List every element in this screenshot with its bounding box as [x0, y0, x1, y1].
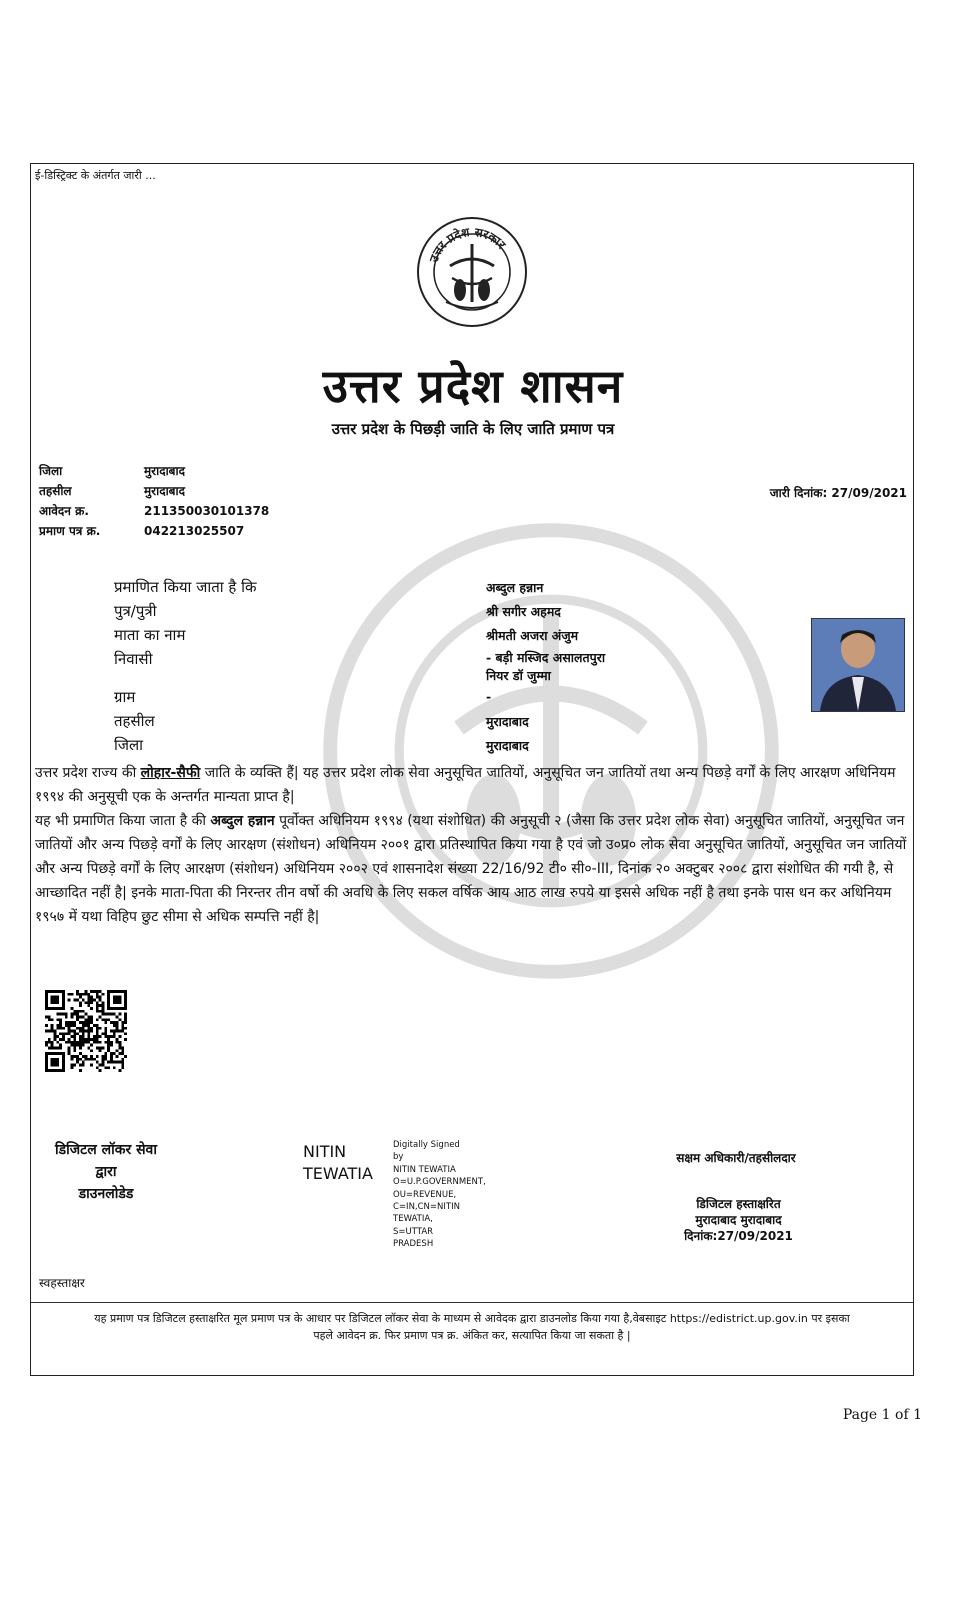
- digital-signature-details: Digitally Signed by NITIN TEWATIA O=U.P.GOVERNMENT, OU=REVENUE, C=IN,CN=NITIN TEWATIA, S=UTTAR PRADESH: [393, 1140, 486, 1250]
- certificate-frame: [30, 163, 914, 1376]
- detail-value-address: - बड़ी मस्जिद असालतपुरा: [486, 650, 606, 665]
- up-govt-emblem-icon: [416, 216, 528, 328]
- caste-name: लोहार-सैफी: [140, 765, 201, 781]
- issue-date: जारी दिनांक: 27/09/2021: [769, 486, 907, 500]
- detail-value-tehsil: मुरादाबाद: [486, 714, 529, 729]
- detail-label: माता का नाम: [114, 626, 186, 644]
- detail-value-district: मुरादाबाद: [486, 738, 529, 753]
- detail-value-address-line2: नियर डॉ जुम्मा: [486, 668, 551, 683]
- meta-application-no: आवेदन क्र. 211350030101378: [39, 504, 270, 518]
- issued-note: ई-डिस्ट्रिक्ट के अंतर्गत जारी ...: [35, 169, 156, 182]
- detail-value-father: श्री सगीर अहमद: [486, 604, 561, 619]
- emblem-text: उत्तर प्रदेश सरकार: [426, 224, 509, 265]
- government-title: उत्तर प्रदेश शासन: [322, 359, 624, 413]
- detail-label: पुत्र/पुत्री: [114, 602, 157, 620]
- certificate-subtitle: उत्तर प्रदेश के पिछड़ी जाति के लिए जाति प्रमाण पत्र: [331, 420, 615, 438]
- applicant-photo: [811, 618, 905, 712]
- meta-tehsil: तहसील मुरादाबाद: [39, 484, 186, 498]
- detail-value-village: -: [486, 689, 492, 704]
- detail-value-mother: श्रीमती अजरा अंजुम: [486, 628, 579, 643]
- applicant-name: अब्दुल हन्नान: [210, 813, 275, 829]
- caste-paragraph: उत्तर प्रदेश राज्य की लोहार-सैफी जाति के व्यक्ति हैं| यह उत्तर प्रदेश लोक सेवा अनुसूचित जातियों, अनुसूचित जन जातियों तथा अन्य पिछड़े वर्गों के लिए आरक्षण अधिनियम १९९४ की अनुसूची एक के अन्तर्गत मान्यता प्राप्त है|: [35, 765, 896, 805]
- detail-label: निवासी: [114, 650, 153, 668]
- verification-footnote: यह प्रमाण पत्र डिजिटल हस्ताक्षरित मूल प्रमाण पत्र के आधार पर डिजिटल लॉकर सेवा के माध्यम से आवेदक द्वारा डाउनलोड किया गया है,वेबसाइट https://edistrict.up.gov.in पर इसका पहले आवेदन क्र. फिर प्रमाण पत्र क्र. अंकित कर, सत्यापित किया जा सकता है |: [94, 1312, 850, 1342]
- signer-name: NITIN TEWATIA: [303, 1142, 373, 1183]
- footer-divider: [31, 1302, 913, 1303]
- self-signature-label: स्वहस्ताक्षर: [39, 1276, 85, 1290]
- page-number: Page 1 of 1: [842, 1407, 922, 1423]
- detail-label: ग्राम: [114, 688, 136, 706]
- qr-code-icon: [45, 990, 127, 1072]
- digital-signature-block: डिजिटल हस्ताक्षरित मुरादाबाद मुरादाबाद दिनांक:27/09/2021: [684, 1197, 793, 1243]
- detail-value-name: अब्दुल हन्नान: [486, 580, 544, 595]
- digilocker-note: डिजिटल लॉकर सेवा द्वारा डाउनलोडेड: [55, 1142, 157, 1202]
- meta-district: जिला मुरादाबाद: [39, 464, 186, 478]
- detail-label: प्रमाणित किया जाता है कि: [114, 578, 257, 596]
- detail-label: जिला: [114, 736, 144, 754]
- meta-certificate-no: प्रमाण पत्र क्र. 042213025507: [39, 524, 245, 538]
- competent-authority: सक्षम अधिकारी/तहसीलदार: [676, 1151, 796, 1165]
- certification-paragraph: यह भी प्रमाणित किया जाता है की अब्दुल हन्नान पूर्वोक्त अधिनियम १९९४ (यथा संशोधित) की अनुसूची २ (जैसा कि उत्तर प्रदेश लोक सेवा) अनुसूचित जातियों, अनुसूचित जन जातियों और अन्य पिछड़े वर्गों के लिए आरक्षण (संशोधन) अधिनियम २००१ द्वारा प्रतिस्थापित किया गया है एवं जो उ०प्र० लोक सेवा अनुसूचित जातियों, अनुसूचित जन जातियों और अन्य पिछड़े वर्गों के लिए आरक्षण (संशोधन) अधिनियम २००२ एवं शासनादेश संख्या 22/16/92 टी० सी०-III, दिनांक २० अक्टुबर २००८ द्वारा संशोधित की गयी है, से आच्छादित नहीं है| इनके माता-पिता की निरन्तर तीन वर्षो की अवधि के लिए सकल वर्षिक आय आठ लाख रुपये या इससे अधिक नहीं है तथा इनके पास धन कर अधिनियम १९५७ में यथा विहिप छुट सीमा से अधिक सम्पत्ति नहीं है|: [35, 813, 907, 925]
- detail-label: तहसील: [114, 712, 155, 730]
